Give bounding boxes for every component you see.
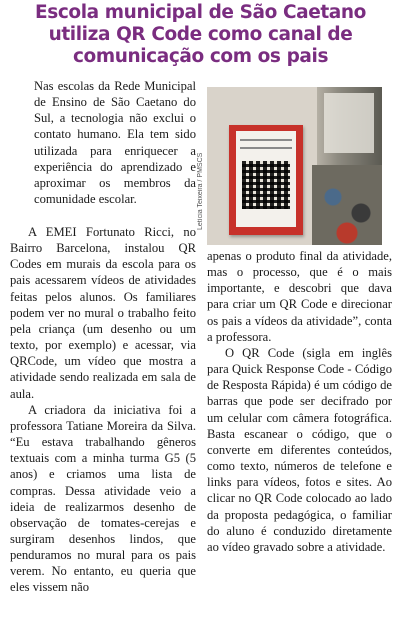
headline-line-1: Escola municipal de São Caetano bbox=[35, 2, 366, 23]
article-photo bbox=[207, 87, 382, 245]
photo-sign-text-line bbox=[240, 139, 292, 141]
left-column-top bbox=[34, 78, 196, 207]
photo-window bbox=[324, 93, 374, 153]
paragraph-qr-definition: O QR Code (sigla em inglês para Quick Response Code - Código de Resposta Rápida) é um código de barras que pode ser decifrado por um celular com câmera fotográfica. Basta escanear o código, que o converte em diferentes conteúdos, como texto, números de telefone e links para vídeos, fotos e sites. Ao clicar no QR Code colocado ao lado da proposta pedagógica, o familiar do aluno é conduzido diretamente ao vídeo gravado sobre a atividade. bbox=[207, 345, 392, 554]
photo-sign-text-line bbox=[240, 147, 292, 149]
paragraph-creator-continued: apenas o produto final da atividade, mas o processo, que é o mais importante, e descobri que dava para criar um QR Code e direcionar os pais a vídeos da atividade”, conta a professora. bbox=[207, 249, 392, 344]
paragraph-intro: Nas escolas da Rede Municipal de Ensino de São Caetano do Sul, a tecnologia não exclui o contato humano. Ela tem sido utilizada para enriquecer a experiência do aprendizado e aproximar os membros da comunidade escolar. bbox=[34, 79, 196, 207]
headline bbox=[0, 2, 401, 68]
left-column bbox=[10, 224, 196, 596]
photo-credit: Letícia Teixeira / PMSCS bbox=[197, 152, 204, 230]
paragraph-creator: A criadora da iniciativa foi a professora Tatiane Moreira da Silva. “Eu estava trabalhando gêneros textuais com a minha turma G5 (5 anos) e criamos uma lista de compras. Dessa atividade veio a ideia de realizarmos desenho de observação de tomates-cerejas e surgiram desenhos lindos, que penduramos no mural para os pais verem. No entanto, eu queria que eles vissem não bbox=[10, 402, 196, 595]
photo-children bbox=[312, 165, 382, 245]
paragraph-emei: A EMEI Fortunato Ricci, no Bairro Barcelona, instalou QR Codes em murais da escola para os pais acessarem vídeos de atividades feitas pelos alunos. Os familiares podem ver no mural o trabalho feito pela criança (um desenho ou um texto, por exemplo) e acessar, via QRCode, um vídeo que mostra a atividade sendo realizada em sala de aula. bbox=[10, 225, 196, 401]
qr-code-icon bbox=[242, 161, 290, 209]
right-column bbox=[207, 248, 392, 555]
headline-line-2: utiliza QR Code como canal de bbox=[48, 24, 353, 45]
headline-line-3: comunicação com os pais bbox=[72, 46, 329, 67]
